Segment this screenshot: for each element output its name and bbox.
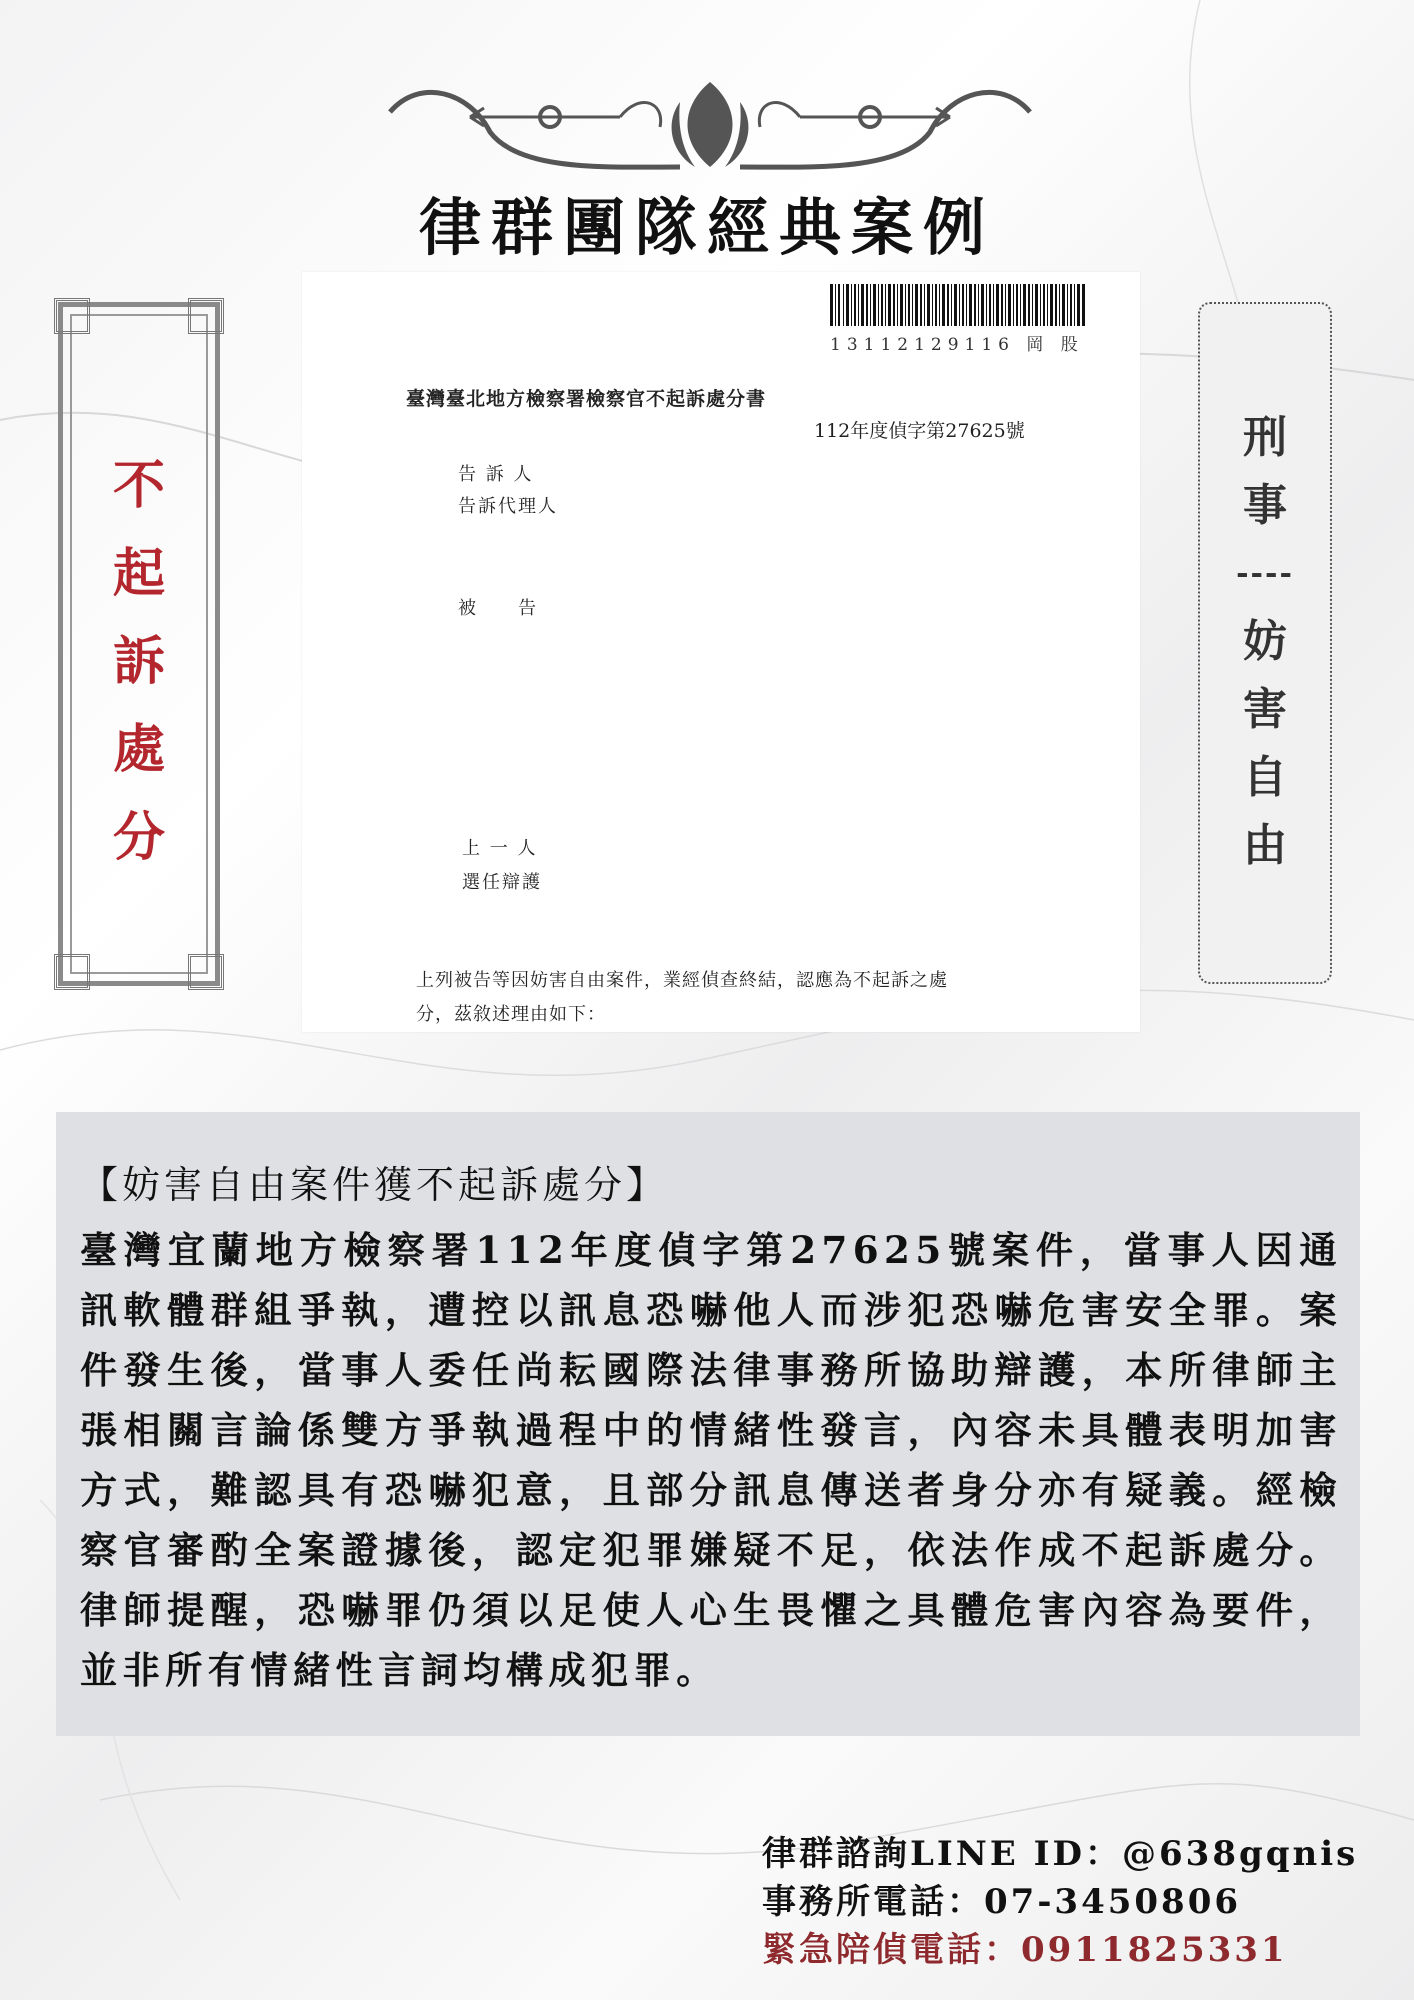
summary-heading: 【妨害自由案件獲不起訴處分】 xyxy=(80,1163,669,1207)
office-phone: 事務所電話：07-3450806 xyxy=(762,1882,1242,1922)
right-banner-char: 妨 xyxy=(1243,616,1287,667)
document-party-label: 告 訴 人 xyxy=(458,464,534,485)
right-banner-char: 自 xyxy=(1243,752,1287,803)
right-banner-char: 事 xyxy=(1243,480,1287,531)
frame-corner-ornament-icon xyxy=(54,298,90,334)
left-vertical-banner xyxy=(58,302,220,986)
left-banner-char: 不 xyxy=(112,455,165,516)
barcode-icon xyxy=(830,284,1086,326)
left-banner-char: 處 xyxy=(112,719,165,780)
document-party-label: 選任辯護 xyxy=(462,872,542,893)
line-id: 律群諮詢LINE ID：@638gqnis xyxy=(762,1834,1359,1874)
document-party-label: 上 一 人 xyxy=(462,838,538,859)
right-vertical-banner xyxy=(1198,302,1332,984)
page-title: 律群團隊經典案例 xyxy=(418,191,995,264)
contact-info xyxy=(762,1830,1358,1974)
right-banner-char: 刑 xyxy=(1243,412,1287,463)
document-case-number: 112年度偵字第27625號 xyxy=(814,420,1025,442)
document-scan xyxy=(302,272,1140,1032)
document-body xyxy=(416,964,1056,1032)
case-summary-panel xyxy=(56,1112,1360,1736)
document-party-label: 被 告 xyxy=(458,598,538,619)
frame-corner-ornament-icon xyxy=(188,298,224,334)
right-banner-char: 由 xyxy=(1243,820,1287,871)
left-banner-char: 分 xyxy=(112,807,165,868)
summary-body: 臺灣宜蘭地方檢察署112年度偵字第27625號案件，當事人因通訊軟體群組爭執，遭控以訊息恐嚇他人而涉犯恐嚇危害安全罪。案件發生後，當事人委任尚耘國際法律事務所協助辯護，本所律師主張相關言論係雙方爭執過程中的情緒性發言，內容未具體表明加害方式，難認具有恐嚇犯意，且部分訊息傳送者身分亦有疑義。經檢察官審酌全案證據後，認定犯罪嫌疑不足，依法作成不起訴處分。律師提醒，恐嚇罪仍須以足使人心生畏懼之具體危害內容為要件，並非所有情緒性言詞均構成犯罪。 xyxy=(80,1228,1342,1692)
emergency-phone: 緊急陪偵電話：0911825331 xyxy=(762,1930,1288,1970)
document-title: 臺灣臺北地方檢察署檢察官不起訴處分書 xyxy=(406,388,767,410)
document-body-line: 分，茲敘述理由如下： xyxy=(416,1004,606,1025)
left-banner-char: 起 xyxy=(112,543,165,604)
left-banner-text xyxy=(58,442,220,882)
frame-corner-ornament-icon xyxy=(188,954,224,990)
left-banner-char: 訴 xyxy=(112,631,165,692)
right-banner-divider: ---- xyxy=(1236,556,1294,591)
barcode-number: 13112129116 岡 股 xyxy=(830,335,1084,355)
frame-corner-ornament-icon xyxy=(54,954,90,990)
right-banner-char: 害 xyxy=(1243,684,1287,735)
decorative-ornament-icon xyxy=(380,72,1040,182)
document-body-line: 上列被告等因妨害自由案件，業經偵查終結，認應為不起訴之處 xyxy=(416,970,948,991)
right-banner-text xyxy=(1200,404,1330,880)
document-party-label: 告訴代理人 xyxy=(458,496,558,517)
